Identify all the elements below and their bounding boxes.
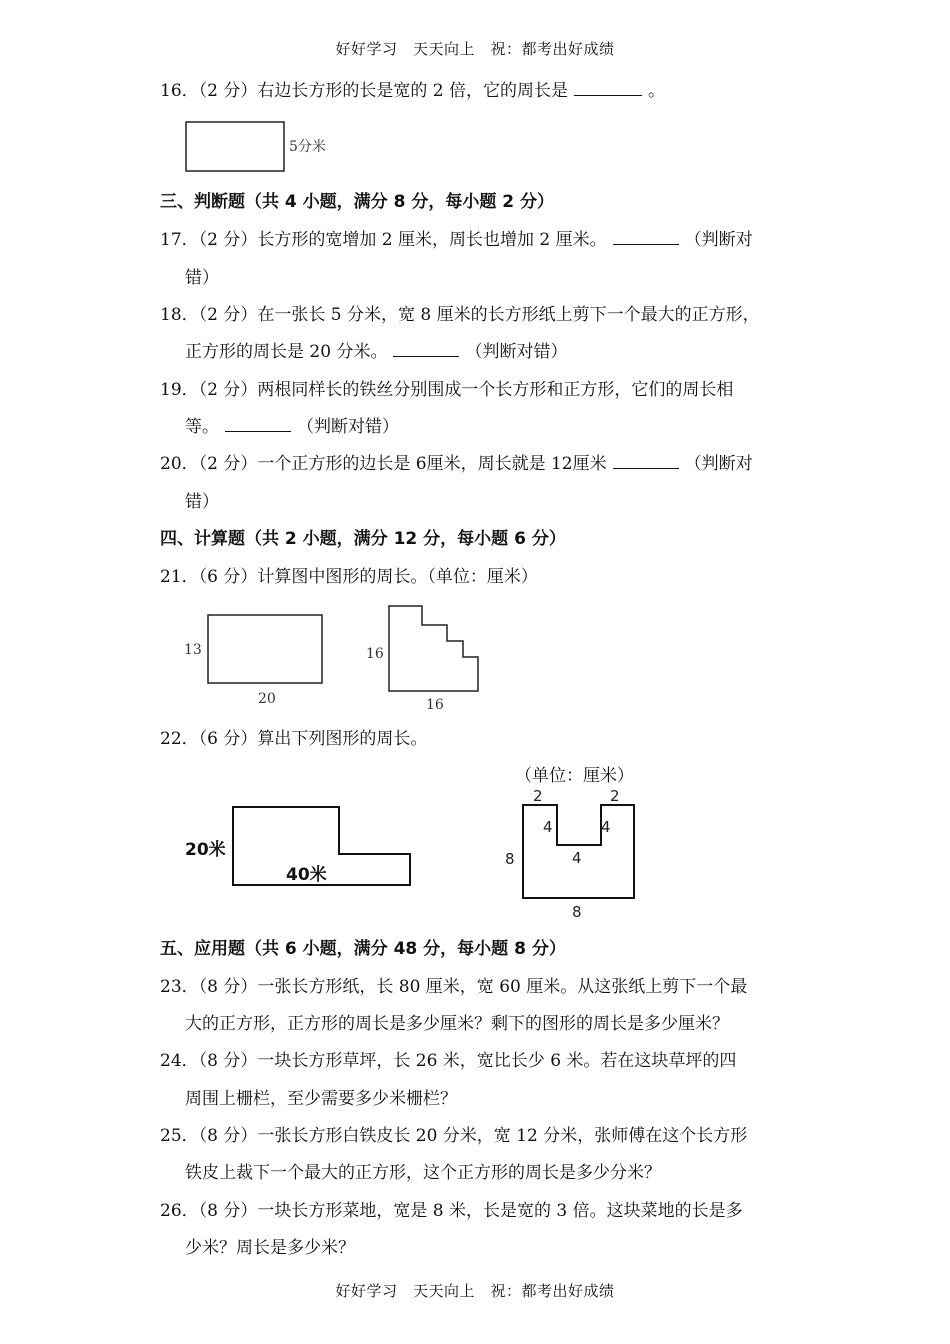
question-17: 17．（2 分）长方形的宽增加 2 厘米，周长也增加 2 厘米。 （判断对 [160, 230, 753, 250]
figure-2-inner-bottom-label: 4 [572, 849, 582, 867]
question-24-line2: 周围上栅栏，至少需要多少米栅栏？ [185, 1089, 457, 1109]
section-4-title: 四、计算题（共 2 小题，满分 12 分，每小题 6 分） [160, 529, 566, 549]
figure-1-width-label: 20 [258, 691, 276, 707]
question-16-text: 16．（2 分）右边长方形的长是宽的 2 倍，它的周长是 [160, 81, 568, 101]
figure-1-width-label: 40米 [286, 865, 327, 885]
question-25-line2: 铁皮上裁下一个最大的正方形，这个正方形的周长是多少分米？ [185, 1163, 661, 1183]
figure-2-height-label: 8 [505, 850, 515, 868]
figure-label-width: 5分米 [289, 139, 326, 155]
figure-2-top-left-label: 2 [533, 787, 543, 805]
question-26-line2: 少米？周长是多少米？ [185, 1238, 355, 1258]
figure-2-top-right-label: 2 [610, 787, 620, 805]
unit-label: （单位：厘米） [515, 766, 634, 786]
question-21: 21．（6 分）计算图中图形的周长。（单位：厘米） [160, 567, 538, 587]
figure-1-height-label: 20米 [185, 840, 226, 860]
figure-2-inner-left-label: 4 [543, 818, 553, 836]
question-26: 26．（8 分）一块长方形菜地，宽是 8 米，长是宽的 3 倍。这块菜地的长是多 [160, 1201, 743, 1221]
question-23: 23．（8 分）一张长方形纸，长 80 厘米，宽 60 厘米。从这张纸上剪下一个最 [160, 977, 748, 997]
figure-2-width-label: 8 [572, 903, 582, 921]
page-header: 好好学习 天天向上 祝：都考出好成绩 [335, 40, 615, 58]
section-5-title: 五、应用题（共 6 小题，满分 48 分，每小题 8 分） [160, 939, 566, 959]
question-17-line2: 错） [185, 268, 219, 288]
question-24: 24．（8 分）一块长方形草坪，长 26 米，宽比长少 6 米。若在这块草坪的四 [160, 1051, 737, 1071]
figure-1-height-label: 13 [184, 642, 202, 658]
question-23-line2: 大的正方形，正方形的周长是多少厘米？剩下的图形的周长是多少厘米？ [185, 1014, 729, 1034]
question-18: 18．（2 分）在一张长 5 分米，宽 8 厘米的长方形纸上剪下一个最大的正方形， [160, 305, 760, 325]
question-19: 19．（2 分）两根同样长的铁丝分别围成一个长方形和正方形，它们的周长相 [160, 380, 734, 400]
question-16: 16．（2 分）右边长方形的长是宽的 2 倍，它的周长是 。 [160, 81, 665, 101]
question-25: 25．（8 分）一张长方形白铁皮长 20 分米，宽 12 分米，张师傅在这个长方形 [160, 1126, 748, 1146]
section-3-title: 三、判断题（共 4 小题，满分 8 分，每小题 2 分） [160, 192, 554, 212]
figure-2-inner-right-label: 4 [601, 818, 611, 836]
figure-2-height-label: 16 [366, 646, 384, 662]
question-19-line2: 等。 （判断对错） [185, 417, 399, 437]
question-18-line2: 正方形的周长是 20 分米。 （判断对错） [185, 342, 568, 362]
figure-2-width-label: 16 [426, 697, 444, 713]
page-footer: 好好学习 天天向上 祝：都考出好成绩 [335, 1282, 615, 1300]
question-20-line2: 错） [185, 492, 219, 512]
question-20: 20．（2 分）一个正方形的边长是 6厘米，周长就是 12厘米 （判断对 [160, 454, 753, 474]
question-22: 22．（6 分）算出下列图形的周长。 [160, 729, 428, 749]
